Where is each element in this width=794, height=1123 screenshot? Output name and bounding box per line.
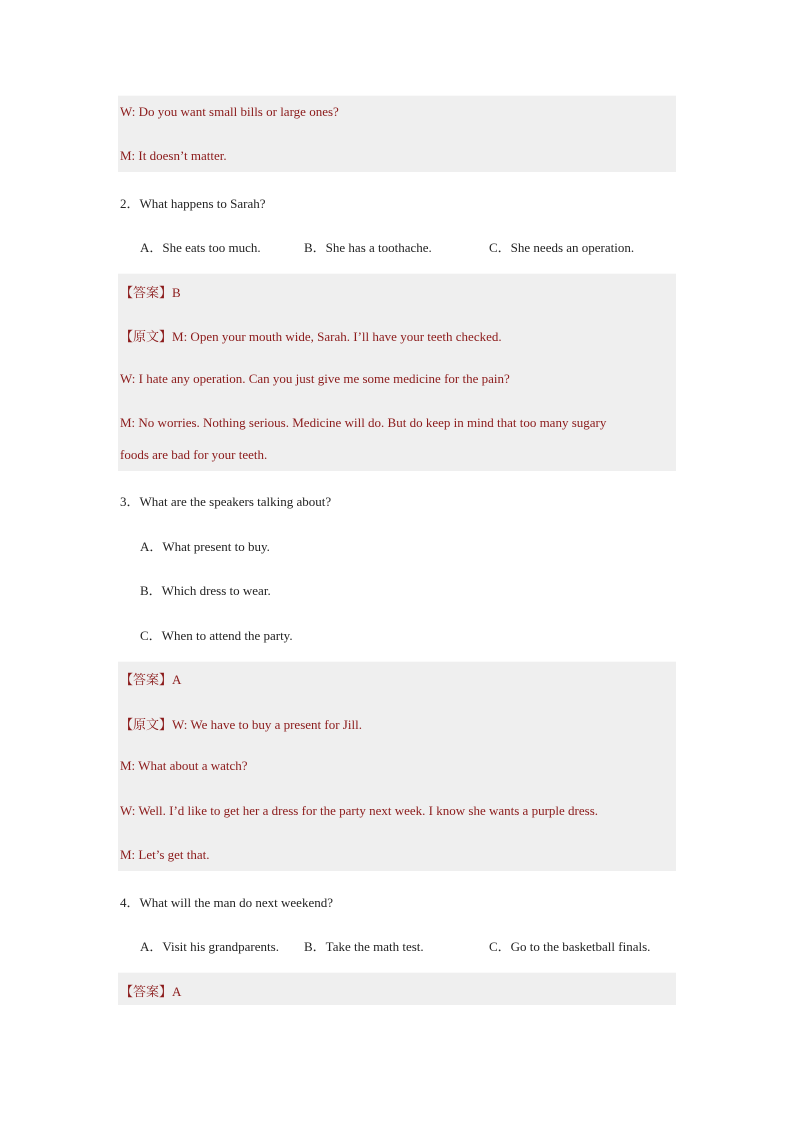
q2-answer (120, 282, 181, 301)
q3-script-line (120, 714, 362, 733)
answer-tag: 【答案】 (120, 672, 173, 687)
q4-option-b: B．Take the math test. (304, 939, 424, 954)
answer-tag: 【答案】 (120, 984, 173, 999)
dialog-line: W: Do you want small bills or large ones? (120, 104, 339, 119)
question-4: 4．What will the man do next weekend? (120, 895, 333, 910)
script-text: W: We have to buy a present for Jill. (172, 717, 362, 732)
answer-value: B (172, 285, 181, 300)
answer-tag: 【答案】 (120, 285, 173, 300)
q4-option-a: A．Visit his grandparents. (140, 939, 279, 954)
q2-script-line (120, 326, 502, 345)
q3-answer (120, 669, 181, 688)
q4-answer (120, 981, 181, 1000)
q2-script-line: W: I hate any operation. Can you just give me some medicine for the pain? (120, 371, 510, 386)
answer-value: A (172, 672, 182, 687)
q3-script-line: M: Let’s get that. (120, 847, 210, 862)
q3-option-a: A．What present to buy. (140, 539, 270, 554)
q2-option-c: C．She needs an operation. (489, 240, 635, 255)
q2-script-line: M: No worries. Nothing serious. Medicine will do. But do keep in mind that too many sugary (120, 415, 607, 430)
q2-option-b: B．She has a toothache. (304, 240, 432, 255)
script-tag: 【原文】 (120, 717, 173, 732)
script-tag: 【原文】 (120, 329, 173, 344)
script-text: M: Open your mouth wide, Sarah. I’ll have your teeth checked. (172, 329, 502, 344)
answer-value: A (172, 984, 182, 999)
question-2: 2．What happens to Sarah? (120, 196, 266, 211)
q3-option-c: C．When to attend the party. (140, 628, 293, 643)
q3-script-line: W: Well. I’d like to get her a dress for the party next week. I know she wants a purple dress. (120, 803, 599, 818)
q2-script-line: foods are bad for your teeth. (120, 447, 268, 462)
q4-option-c: C．Go to the basketball finals. (489, 939, 651, 954)
q4-answer-background (118, 972, 676, 1005)
q2-option-a: A．She eats too much. (140, 240, 261, 255)
question-3: 3．What are the speakers talking about? (120, 494, 332, 509)
dialog-line: M: It doesn’t matter. (120, 148, 227, 163)
q3-option-b: B．Which dress to wear. (140, 583, 271, 598)
q3-script-line: M: What about a watch? (120, 758, 248, 773)
